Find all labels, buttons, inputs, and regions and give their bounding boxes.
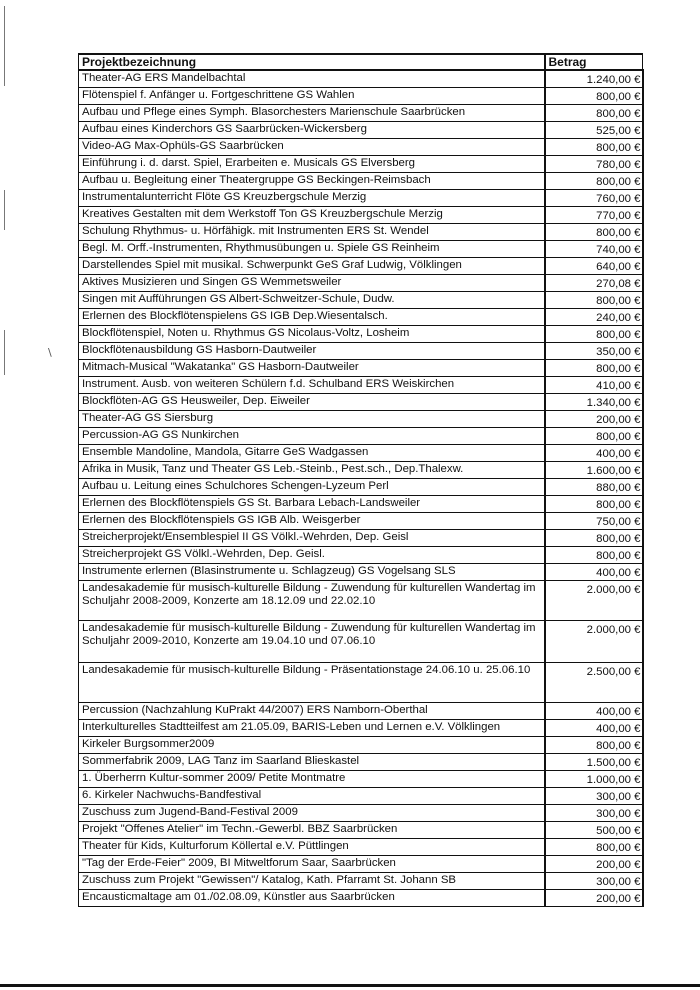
amount-cell: 2.500,00 € [545, 663, 643, 703]
table-header-row [79, 54, 643, 70]
project-name-cell: Erlernen des Blockflötenspiels GS St. Barbara Lebach-Landsweiler [79, 496, 545, 513]
project-name-cell: Zuschuss zum Projekt "Gewissen"/ Katalog, Kath. Pfarramt St. Johann SB [79, 873, 545, 890]
table-row [79, 564, 643, 581]
project-name-cell: 1. Überherrn Kultur-sommer 2009/ Petite Montmatre [79, 771, 545, 788]
amount-cell: 880,00 € [545, 479, 643, 496]
table-row [79, 105, 643, 122]
table-row [79, 720, 643, 737]
table-row [79, 360, 643, 377]
amount-cell: 525,00 € [545, 122, 643, 139]
table-row [79, 377, 643, 394]
project-name-cell: Schulung Rhythmus- u. Hörfähigk. mit Instrumenten ERS St. Wendel [79, 224, 545, 241]
table-row [79, 703, 643, 720]
amount-cell: 780,00 € [545, 156, 643, 173]
amount-cell: 1.340,00 € [545, 394, 643, 411]
amount-cell: 350,00 € [545, 343, 643, 360]
table-row [79, 737, 643, 754]
amount-cell: 2.000,00 € [545, 621, 643, 663]
project-name-cell: Theater-AG ERS Mandelbachtal [79, 70, 545, 88]
project-name-cell: Aufbau u. Leitung eines Schulchores Schengen-Lyzeum Perl [79, 479, 545, 496]
project-name-cell: Interkulturelles Stadtteilfest am 21.05.09, BARIS-Leben und Lernen e.V. Völklingen [79, 720, 545, 737]
table-row [79, 663, 643, 703]
project-name-cell: Ensemble Mandoline, Mandola, Gitarre GeS Wadgassen [79, 445, 545, 462]
project-name-cell: Landesakademie für musisch-kulturelle Bildung - Zuwendung für kulturellen Wandertag im Schuljahr 2008-2009, Konzerte am 18.12.09 und 22.02.10 [79, 581, 545, 621]
table-row [79, 173, 643, 190]
amount-cell: 200,00 € [545, 411, 643, 428]
table-row [79, 224, 643, 241]
project-name-cell: Aufbau und Pflege eines Symph. Blasorchesters Marienschule Saarbrücken [79, 105, 545, 122]
project-name-cell: Streicherprojekt GS Völkl.-Wehrden, Dep. Geisl. [79, 547, 545, 564]
amount-cell: 1.600,00 € [545, 462, 643, 479]
table-row [79, 428, 643, 445]
amount-cell: 800,00 € [545, 292, 643, 309]
project-name-cell: Video-AG Max-Ophüls-GS Saarbrücken [79, 139, 545, 156]
amount-cell: 1.000,00 € [545, 771, 643, 788]
scan-bottom-edge [0, 984, 700, 987]
project-name-cell: Singen mit Aufführungen GS Albert-Schweitzer-Schule, Dudw. [79, 292, 545, 309]
project-name-cell: Streicherprojekt/Ensemblespiel II GS Völkl.-Wehrden, Dep. Geisl [79, 530, 545, 547]
project-name-cell: Encausticmaltage am 01./02.08.09, Künstler aus Saarbrücken [79, 890, 545, 907]
table-row [79, 156, 643, 173]
table-row [79, 479, 643, 496]
table-row [79, 621, 643, 663]
funding-table [78, 53, 644, 907]
table-row [79, 445, 643, 462]
table-row [79, 394, 643, 411]
project-name-cell: Blockflöten-AG GS Heusweiler, Dep. Eiweiler [79, 394, 545, 411]
table-row [79, 805, 643, 822]
project-name-cell: Erlernen des Blockflötenspiels GS IGB Alb. Weisgerber [79, 513, 545, 530]
amount-cell: 400,00 € [545, 564, 643, 581]
table-row [79, 462, 643, 479]
table-row [79, 275, 643, 292]
project-name-cell: Instrumente erlernen (Blasinstrumente u. Schlagzeug) GS Vogelsang SLS [79, 564, 545, 581]
table-row [79, 292, 643, 309]
project-column-header: Projektbezeichnung [79, 54, 545, 70]
table-row [79, 258, 643, 275]
table-row [79, 530, 643, 547]
amount-cell: 400,00 € [545, 445, 643, 462]
amount-cell: 2.000,00 € [545, 581, 643, 621]
table-row [79, 190, 643, 207]
table-row [79, 88, 643, 105]
amount-cell: 200,00 € [545, 856, 643, 873]
table-row [79, 70, 643, 88]
project-name-cell: Sommerfabrik 2009, LAG Tanz im Saarland Blieskastel [79, 754, 545, 771]
project-name-cell: Aufbau u. Begleitung einer Theatergruppe GS Beckingen-Reimsbach [79, 173, 545, 190]
amount-cell: 400,00 € [545, 720, 643, 737]
project-name-cell: Begl. M. Orff.-Instrumenten, Rhythmusübungen u. Spiele GS Reinheim [79, 241, 545, 258]
scan-edge-mark [4, 6, 5, 86]
project-name-cell: Kirkeler Burgsommer2009 [79, 737, 545, 754]
table-row [79, 581, 643, 621]
project-name-cell: Zuschuss zum Jugend-Band-Festival 2009 [79, 805, 545, 822]
project-name-cell: Instrument. Ausb. von weiteren Schülern f.d. Schulband ERS Weiskirchen [79, 377, 545, 394]
project-name-cell: Kreatives Gestalten mit dem Werkstoff Ton GS Kreuzbergschule Merzig [79, 207, 545, 224]
project-name-cell: Instrumentalunterricht Flöte GS Kreuzbergschule Merzig [79, 190, 545, 207]
amount-cell: 750,00 € [545, 513, 643, 530]
project-name-cell: Erlernen des Blockflötenspielens GS IGB Dep.Wiesentalsch. [79, 309, 545, 326]
table-row [79, 411, 643, 428]
amount-cell: 800,00 € [545, 496, 643, 513]
project-name-cell: Flötenspiel f. Anfänger u. Fortgeschrittene GS Wahlen [79, 88, 545, 105]
project-name-cell: Projekt "Offenes Atelier" im Techn.-Gewerbl. BBZ Saarbrücken [79, 822, 545, 839]
amount-cell: 800,00 € [545, 139, 643, 156]
project-name-cell: Landesakademie für musisch-kulturelle Bildung - Zuwendung für kulturellen Wandertag im Schuljahr 2009-2010, Konzerte am 19.04.10 und 07.06.10 [79, 621, 545, 663]
table-row [79, 241, 643, 258]
amount-cell: 800,00 € [545, 326, 643, 343]
project-name-cell: 6. Kirkeler Nachwuchs-Bandfestival [79, 788, 545, 805]
table-row [79, 139, 643, 156]
amount-cell: 800,00 € [545, 530, 643, 547]
table-row [79, 513, 643, 530]
table-row [79, 122, 643, 139]
project-name-cell: Percussion-AG GS Nunkirchen [79, 428, 545, 445]
amount-cell: 800,00 € [545, 428, 643, 445]
amount-cell: 740,00 € [545, 241, 643, 258]
amount-cell: 300,00 € [545, 805, 643, 822]
amount-cell: 800,00 € [545, 224, 643, 241]
amount-cell: 800,00 € [545, 105, 643, 122]
table-row [79, 771, 643, 788]
project-name-cell: Blockflötenspiel, Noten u. Rhythmus GS Nicolaus-Voltz, Losheim [79, 326, 545, 343]
amount-cell: 240,00 € [545, 309, 643, 326]
table-row [79, 839, 643, 856]
amount-column-header: Betrag [545, 54, 643, 70]
amount-cell: 300,00 € [545, 873, 643, 890]
project-name-cell: "Tag der Erde-Feier" 2009, BI Mitweltforum Saar, Saarbrücken [79, 856, 545, 873]
project-name-cell: Einführung i. d. darst. Spiel, Erarbeiten e. Musicals GS Elversberg [79, 156, 545, 173]
amount-cell: 800,00 € [545, 737, 643, 754]
project-name-cell: Percussion (Nachzahlung KuPrakt 44/2007) ERS Namborn-Oberthal [79, 703, 545, 720]
amount-cell: 770,00 € [545, 207, 643, 224]
project-name-cell: Mitmach-Musical "Wakatanka" GS Hasborn-Dautweiler [79, 360, 545, 377]
amount-cell: 800,00 € [545, 88, 643, 105]
table-row [79, 822, 643, 839]
project-name-cell: Blockflötenausbildung GS Hasborn-Dautweiler [79, 343, 545, 360]
amount-cell: 640,00 € [545, 258, 643, 275]
amount-cell: 1.500,00 € [545, 754, 643, 771]
amount-cell: 410,00 € [545, 377, 643, 394]
amount-cell: 270,08 € [545, 275, 643, 292]
amount-cell: 800,00 € [545, 839, 643, 856]
amount-cell: 300,00 € [545, 788, 643, 805]
table-row [79, 496, 643, 513]
table-row [79, 326, 643, 343]
table-row [79, 343, 643, 360]
table-row [79, 856, 643, 873]
project-name-cell: Theater für Kids, Kulturforum Köllertal e.V. Püttlingen [79, 839, 545, 856]
amount-cell: 800,00 € [545, 173, 643, 190]
amount-cell: 760,00 € [545, 190, 643, 207]
amount-cell: 1.240,00 € [545, 70, 643, 88]
table-row [79, 890, 643, 907]
table-body [79, 70, 643, 907]
project-name-cell: Afrika in Musik, Tanz und Theater GS Leb.-Steinb., Pest.sch., Dep.Thalexw. [79, 462, 545, 479]
project-name-cell: Theater-AG GS Siersburg [79, 411, 545, 428]
amount-cell: 800,00 € [545, 360, 643, 377]
amount-cell: 800,00 € [545, 547, 643, 564]
project-name-cell: Aufbau eines Kinderchors GS Saarbrücken-Wickersberg [79, 122, 545, 139]
project-name-cell: Aktives Musizieren und Singen GS Wemmetsweiler [79, 275, 545, 292]
table-row [79, 547, 643, 564]
table-row [79, 309, 643, 326]
scan-edge-mark [4, 330, 5, 375]
project-name-cell: Darstellendes Spiel mit musikal. Schwerpunkt GeS Graf Ludwig, Völklingen [79, 258, 545, 275]
project-name-cell: Landesakademie für musisch-kulturelle Bildung - Präsentationstage 24.06.10 u. 25.06.10 [79, 663, 545, 703]
scan-edge-mark [4, 190, 5, 230]
table-row [79, 788, 643, 805]
table-row [79, 754, 643, 771]
table-row [79, 873, 643, 890]
amount-cell: 500,00 € [545, 822, 643, 839]
table-row [79, 207, 643, 224]
amount-cell: 200,00 € [545, 890, 643, 907]
amount-cell: 400,00 € [545, 703, 643, 720]
stray-pen-mark: \ [48, 346, 52, 359]
